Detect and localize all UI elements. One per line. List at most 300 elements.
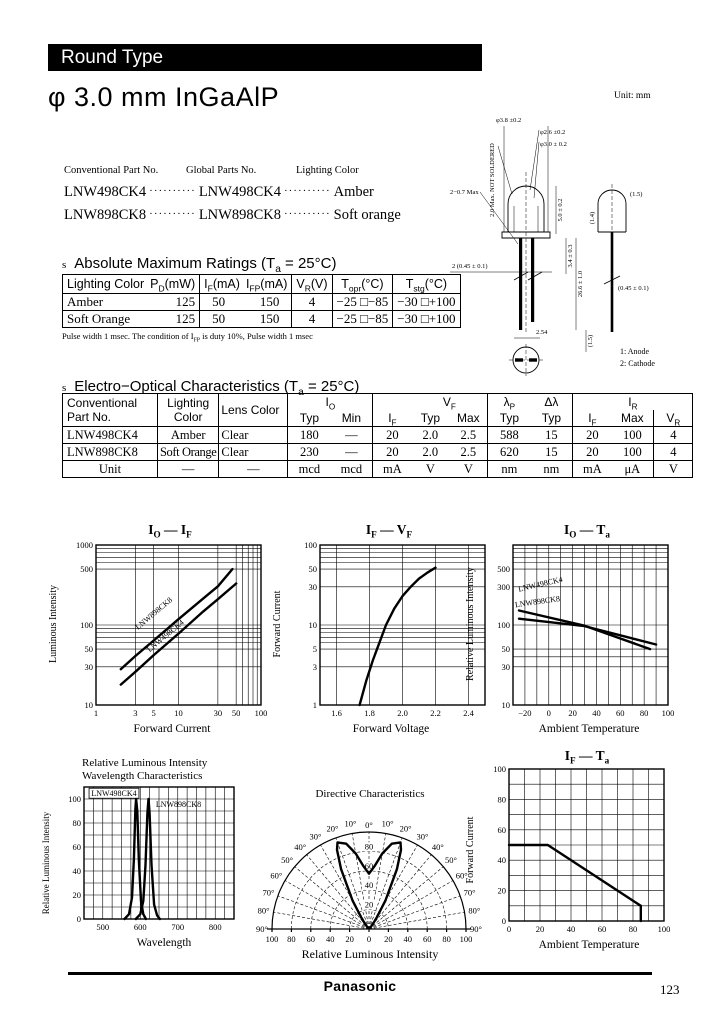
chart-y-axis-label: Luminous Intensity — [48, 584, 59, 664]
eoc-io-min: — — [330, 444, 373, 461]
amr-cell — [200, 294, 292, 311]
angle-label: 90° — [256, 924, 268, 934]
angle-label: 60° — [455, 870, 468, 881]
section-header-bar — [48, 44, 482, 71]
y-tick-label: 50 — [308, 564, 317, 575]
x-tick-label: 5 — [151, 708, 156, 718]
chart-x-axis-label: Wavelength — [136, 937, 192, 950]
brand-logo: Panasonic — [323, 978, 397, 994]
angle-label: 80° — [257, 905, 270, 916]
amr-title-text: Absolute Maximum Ratings $(T_a = 25^\circ C)$ — [74, 255, 337, 275]
eoc-h-vf: $V_F$ — [442, 395, 456, 412]
eoc-h-part: Conventional Part No. — [67, 396, 138, 424]
eoc-unit: mcd — [288, 461, 331, 478]
eoc-part: LNW898CK8 — [63, 444, 158, 461]
angle-label: 30° — [416, 831, 429, 842]
footer-rule — [68, 972, 652, 975]
dim-side-lead: (0.45 ± 0.1) — [618, 285, 649, 292]
eoc-h-ir-max: Max — [621, 411, 644, 425]
sub: R — [631, 402, 638, 412]
eoc-unit: mcd — [330, 461, 373, 478]
pin-cathode-label: 2: Cathode — [620, 359, 655, 368]
dim-lead-thickness: 2 (0.45 ± 0.1) — [452, 263, 488, 270]
x-tick-label: 1 — [93, 708, 99, 718]
x-tick-label: 40 — [592, 708, 601, 718]
x-tick-label: 3 — [133, 708, 138, 718]
eoc-unit: μA — [611, 461, 654, 478]
eoc-unit: nm — [488, 461, 531, 478]
chart-wavelength — [40, 757, 258, 969]
eoc-h-io-min: Min — [341, 411, 362, 425]
r-tick-label: 40 — [325, 934, 335, 944]
amr-cell — [63, 311, 200, 328]
y-tick-label: 100 — [497, 620, 510, 630]
section-bullet: s — [62, 382, 67, 394]
part-conventional: LNW498CK4 — [64, 184, 147, 200]
eoc-ir-if: 20 — [573, 444, 612, 461]
leader-line — [480, 192, 518, 244]
x-tick-label: 50 — [231, 708, 241, 718]
lead-side — [611, 232, 614, 332]
tbody — [63, 275, 461, 328]
led-dome-front — [508, 186, 544, 204]
sub: stg — [413, 283, 425, 294]
parts-header-conventional: Conventional Part No. — [64, 165, 159, 176]
chart-io-vs-if — [48, 522, 266, 740]
dim-dia-body2: φ2.6 ±0.2 — [540, 129, 566, 136]
eoc-h-lighting: Lighting Color — [158, 394, 219, 427]
span — [67, 294, 195, 310]
amr-if: 50 — [212, 294, 226, 309]
eoc-unit: nm — [530, 461, 573, 478]
x-tick-label: 30 — [213, 708, 223, 718]
sub: R — [304, 283, 311, 294]
eoc-unit: V — [411, 461, 449, 478]
chart-y-axis-label: Forward Current — [465, 816, 476, 884]
sub: a — [605, 529, 610, 540]
r-tick-label: 20 — [345, 934, 354, 944]
chart-title: $I_O$ — $I_F$ — [148, 522, 192, 540]
sub: R — [674, 418, 681, 428]
chart-directive — [250, 788, 490, 968]
break-mark — [528, 272, 542, 280]
y-tick-label: 500 — [80, 564, 93, 575]
chart-x-axis-label: Relative Luminous Intensity — [301, 947, 439, 961]
chart-title: Relative Luminous Intensity Wavelength Characteristics — [82, 757, 208, 782]
x-tick-label: 1.6 — [331, 708, 342, 718]
abs-max-ratings-table — [62, 274, 461, 328]
eoc-h-vr: $V_R$ — [654, 410, 693, 427]
span — [67, 311, 195, 327]
eoc-part: LNW498CK4 — [63, 427, 158, 444]
amr-topr: −25 □−85 — [332, 294, 393, 311]
series-label: LNW898CK8 — [514, 594, 561, 610]
angle-label: 10° — [381, 818, 394, 829]
eoc-unit-row — [63, 461, 693, 478]
page-number: 123 — [660, 982, 680, 997]
amr-pd: 125 — [175, 311, 196, 326]
span — [67, 277, 196, 294]
dim-lead-width: 2−0.7 Max — [450, 189, 479, 196]
amr-header-lighting-label: Lighting Color — [67, 277, 145, 291]
x-tick-label: 80 — [639, 708, 649, 718]
eoc-ir-max: 100 — [611, 427, 654, 444]
chart-x-axis-label: Forward Current — [133, 723, 211, 735]
dim-side-height: (1.4) — [589, 211, 596, 225]
angle-label: 10° — [344, 818, 357, 829]
parts-row — [64, 184, 444, 201]
dim-tip: (1.5) — [587, 334, 594, 348]
y-tick-label: 500 — [497, 564, 510, 575]
angle-label: 50° — [281, 855, 293, 866]
eoc-h-lp-typ: Typ — [488, 410, 531, 427]
amr-vr: 4 — [292, 294, 332, 311]
amr-ifp: 150 — [259, 294, 280, 309]
span — [204, 277, 288, 294]
sub: F — [591, 418, 597, 428]
eoc-unit: — — [219, 461, 288, 478]
y-tick-label: 1000 — [76, 540, 93, 550]
amr-lighting: Amber — [67, 294, 104, 309]
x-tick-label: 100 — [657, 924, 671, 934]
y-tick-label: 1 — [312, 700, 317, 710]
chart-if-vs-vf — [272, 522, 480, 740]
dim-lead-length: 26.6 ± 1.0 — [577, 270, 584, 298]
y-tick-label: 40 — [72, 866, 81, 877]
radial-gridline — [295, 867, 369, 929]
chart-title: Directive Characteristics — [315, 788, 425, 800]
x-tick-label: 600 — [133, 922, 147, 933]
span — [204, 294, 287, 310]
chart-y-axis-label: Relative Luminous Intensity — [465, 567, 476, 681]
radial-gridline — [369, 867, 443, 929]
y-tick-label: 80 — [72, 818, 81, 829]
section-header-title: Round Type — [61, 47, 164, 68]
sub: O — [569, 529, 577, 540]
eoc-vf-max: 2.5 — [449, 427, 488, 444]
y-tick-label: 60 — [72, 842, 81, 853]
x-tick-label: 20 — [535, 924, 545, 934]
amr-pd: 125 — [175, 294, 196, 309]
eoc-title-text: Electro−Optical Characteristics $(T_a = 25^\circ C)$ — [74, 378, 360, 398]
eoc-h-vf-max: Max — [457, 411, 480, 425]
x-tick-label: 80 — [628, 924, 638, 934]
r-tick-label: 0 — [366, 934, 372, 944]
dim-side-top: (1.5) — [630, 191, 643, 198]
angle-label: 70° — [262, 887, 275, 898]
amr-cell — [63, 294, 200, 311]
chart-plot-area — [479, 765, 683, 939]
eoc-unit: V — [449, 461, 488, 478]
x-tick-label: 1.8 — [364, 708, 375, 718]
angle-label: 20° — [326, 823, 339, 834]
y-tick-label: 30 — [308, 581, 317, 592]
chart-title: $I_O$ — $T_a$ — [563, 522, 610, 540]
eoc-h-ir: $I_R$ — [573, 394, 693, 411]
series-label: LNW498CK4 — [91, 789, 137, 799]
sub: FP — [249, 283, 261, 294]
amr-tstg: −30 □+100 — [393, 311, 460, 328]
dim-dia-body: φ3.0 ± 0.2 — [540, 141, 567, 148]
sub: O — [153, 529, 161, 540]
lead-cross-section — [515, 358, 523, 361]
x-tick-label: 2.0 — [397, 708, 408, 718]
eoc-lp: 620 — [488, 444, 531, 461]
y-tick-label: 40 — [497, 855, 506, 866]
eoc-unit: mA — [573, 461, 612, 478]
chart-canvas — [54, 783, 242, 937]
y-tick-label: 50 — [501, 644, 510, 655]
part-global: LNW498CK4 — [198, 184, 281, 200]
y-tick-label: 80 — [497, 794, 506, 805]
eoc-h-dl: Δλ — [544, 395, 559, 409]
eoc-vf-typ: 2.0 — [411, 444, 449, 461]
eoc-unit: V — [654, 461, 693, 478]
parts-header-color: Lighting Color — [296, 165, 359, 176]
parts-header-global: Global Parts No. — [186, 165, 257, 176]
sub: F — [371, 529, 377, 540]
eoc-h-vf-typ: Typ — [420, 411, 441, 425]
angle-label: 80° — [468, 905, 481, 916]
leader-dots: ·········· — [149, 185, 196, 197]
chart-title: $I_F$ — $V_F$ — [365, 522, 413, 540]
dim-not-soldered: 2.0 Max. NOT SOLDERED — [489, 143, 496, 217]
chart-io-vs-ta — [465, 522, 683, 740]
leader-dots: ·········· — [149, 208, 196, 220]
span — [204, 311, 287, 327]
amr-section-title — [62, 255, 337, 275]
x-tick-label: 500 — [96, 922, 110, 933]
part-global: LNW898CK8 — [198, 207, 281, 223]
y-tick-label: 60 — [497, 824, 506, 835]
x-tick-label: 0 — [506, 924, 512, 934]
r-tick-label: 100 — [265, 934, 279, 944]
angle-label: 40° — [431, 842, 444, 853]
r-tick-label: 40 — [403, 934, 413, 944]
mechanical-drawing — [448, 84, 714, 384]
eoc-row — [63, 444, 693, 461]
radial-gridline — [307, 855, 369, 929]
sub: F — [391, 418, 397, 428]
part-color: Soft orange — [333, 207, 401, 223]
y-tick-label: 30 — [501, 661, 510, 672]
series-label: LNW898CK8 — [133, 595, 175, 632]
angle-label: 0° — [365, 820, 373, 830]
eoc-h-lens: Lens Color — [219, 394, 288, 427]
y-tick-label: 10 — [501, 700, 510, 710]
eoc-vf-max: 2.5 — [449, 444, 488, 461]
amr-row-soft-orange — [63, 311, 461, 328]
dim-pitch: 2.54 — [536, 329, 548, 336]
sub: F — [186, 529, 192, 540]
amr-header-if — [200, 275, 292, 294]
angle-label: 90° — [470, 924, 482, 934]
amr-header-vr: $V_R(V)$ — [292, 275, 332, 294]
part-color: Amber — [333, 184, 374, 200]
sub: F — [207, 283, 213, 294]
unit-label: Unit: mm — [614, 91, 651, 101]
eoc-vr: 4 — [654, 427, 693, 444]
r-tick-label: 20 — [384, 934, 393, 944]
eoc-io-min: — — [330, 427, 373, 444]
eoc-ir-max: 100 — [611, 444, 654, 461]
eoc-unit: — — [158, 461, 219, 478]
amr-topr: −25 □−85 — [332, 311, 393, 328]
dim-dia-flange: φ3.8 ±0.2 — [496, 117, 522, 124]
arc-label: 40 — [364, 880, 374, 891]
sub: D — [158, 283, 165, 294]
chart-canvas — [479, 765, 674, 939]
chart-x-axis-label: Ambient Temperature — [538, 939, 640, 951]
arc-label: 80 — [364, 841, 374, 852]
y-tick-label: 0 — [501, 916, 506, 926]
leader-dots: ·········· — [283, 185, 331, 197]
eoc-h-io-typ: Typ — [288, 410, 331, 427]
y-tick-label: 20 — [72, 890, 81, 901]
series-IF-derating — [509, 845, 641, 921]
y-tick-label: 100 — [68, 794, 81, 805]
sub: opr — [348, 283, 362, 294]
angle-label: 60° — [270, 870, 283, 881]
amr-header-tstg: $T_{stg}(^\circ C)$ — [393, 275, 460, 294]
r-tick-label: 60 — [306, 934, 316, 944]
angle-label: 30° — [309, 831, 322, 842]
amr-row-amber — [63, 294, 461, 311]
electro-optical-table — [62, 393, 693, 478]
y-tick-label: 5 — [312, 644, 317, 655]
angle-label: 50° — [445, 855, 457, 866]
amr-header-if-label: $I_F(mA)$ — [204, 277, 240, 294]
eoc-lp: 588 — [488, 427, 531, 444]
chart-canvas-polar — [250, 801, 488, 947]
eoc-lighting: Soft Orange — [158, 444, 219, 461]
x-tick-label: 60 — [616, 708, 625, 718]
eoc-unit-label: Unit — [63, 461, 158, 478]
dim-standoff: 3.4 ± 0.3 — [567, 244, 574, 268]
eoc-header-row1 — [63, 394, 693, 411]
eoc-lighting: Amber — [158, 427, 219, 444]
dim-body-height: 5.0 ± 0.2 — [557, 198, 564, 222]
r-tick-label: 60 — [422, 934, 432, 944]
arc-label: 60 — [364, 860, 374, 871]
eoc-io-typ: 230 — [288, 444, 331, 461]
chart-canvas — [479, 539, 680, 723]
eoc-h-lp: $\lambda_P$ — [488, 394, 531, 411]
r-tick-label: 100 — [459, 934, 473, 944]
x-tick-label: 20 — [568, 708, 577, 718]
y-tick-label: 50 — [84, 644, 93, 655]
eoc-row — [63, 427, 693, 444]
part-conventional: LNW898CK8 — [64, 207, 147, 223]
eoc-h-io: $I_O$ — [288, 394, 373, 411]
lead-1 — [519, 238, 522, 330]
eoc-dl: 15 — [530, 427, 573, 444]
chart-x-axis-label: Ambient Temperature — [538, 723, 640, 735]
x-tick-label: 2.2 — [430, 708, 441, 718]
y-tick-label: 10 — [84, 700, 93, 710]
chart-canvas — [62, 539, 273, 723]
sub: FP — [193, 337, 200, 344]
x-tick-label: −20 — [518, 708, 532, 718]
eoc-h-dl-typ: Typ — [541, 411, 562, 425]
tbody — [63, 394, 693, 478]
eoc-lens: Clear — [219, 444, 288, 461]
eoc-h-blank — [373, 394, 412, 411]
y-tick-label: 3 — [312, 661, 317, 672]
pin-anode-label: 1: Anode — [620, 347, 650, 356]
sub: F — [406, 529, 413, 540]
y-tick-label: 100 — [80, 620, 93, 630]
parts-list — [64, 160, 444, 224]
eoc-h-ir-if: $I_F$ — [573, 410, 612, 427]
eoc-unit: mA — [373, 461, 412, 478]
parts-row — [64, 207, 444, 224]
eoc-io-typ: 180 — [288, 427, 331, 444]
series-VF-curve — [360, 568, 436, 705]
angle-label: 20° — [399, 823, 412, 834]
sub: O — [328, 402, 336, 412]
amr-lighting: Soft Orange — [67, 311, 131, 326]
chart-plot-area — [250, 801, 490, 947]
page-title: φ 3.0 mm InGaAlP — [48, 82, 280, 112]
sub: F — [450, 402, 456, 412]
amr-header-ifp: $I_{FP}(mA)$ — [245, 277, 288, 294]
y-tick-label: 100 — [304, 540, 317, 550]
leader-line — [498, 146, 512, 194]
angle-label: 70° — [463, 887, 476, 898]
chart-title: $I_F$ — $T_a$ — [564, 748, 610, 766]
r-tick-label: 80 — [442, 934, 451, 944]
section-bullet: s — [62, 259, 67, 271]
amr-tstg: −30 □+100 — [393, 294, 460, 311]
eoc-ir-if: 20 — [573, 427, 612, 444]
amr-cell — [200, 311, 292, 328]
amr-ifp: 150 — [259, 311, 280, 326]
x-tick-label: 100 — [661, 708, 675, 718]
amr-header-pd: $P_D(mW)$ — [150, 277, 196, 294]
amr-if: 50 — [212, 311, 226, 326]
y-tick-label: 20 — [497, 885, 506, 896]
chart-y-axis-label: Relative Luminous Intensity — [41, 811, 51, 915]
x-tick-label: 100 — [254, 708, 268, 718]
x-tick-label: 60 — [597, 924, 607, 934]
arc-label: 20 — [364, 899, 374, 910]
parts-list-headers — [64, 160, 444, 178]
eoc-if: 20 — [373, 444, 412, 461]
lead-2 — [531, 238, 534, 322]
eoc-vf-typ: 2.0 — [411, 427, 449, 444]
x-tick-label: 0 — [546, 708, 551, 718]
sub: a — [298, 387, 304, 398]
x-tick-label: 2.4 — [463, 708, 474, 718]
x-tick-label: 700 — [171, 922, 185, 933]
series-label: LNW898CK8 — [155, 800, 202, 810]
series-label: LNW498CK4 — [145, 617, 186, 654]
chart-if-vs-ta — [465, 748, 683, 966]
eoc-vr: 4 — [654, 444, 693, 461]
angle-label: 40° — [294, 842, 307, 853]
y-tick-label: 300 — [497, 581, 510, 592]
chart-y-axis-label: Forward Current — [272, 590, 283, 658]
chart-plot-area — [62, 539, 266, 723]
leader-line — [530, 130, 539, 190]
y-tick-label: 0 — [76, 914, 81, 925]
series-LNW898CK8 — [519, 619, 656, 645]
series-label: LNW498CK4 — [517, 574, 564, 594]
y-tick-label: 100 — [493, 765, 506, 774]
y-tick-label: 10 — [308, 620, 317, 630]
amr-header-row — [63, 275, 461, 294]
